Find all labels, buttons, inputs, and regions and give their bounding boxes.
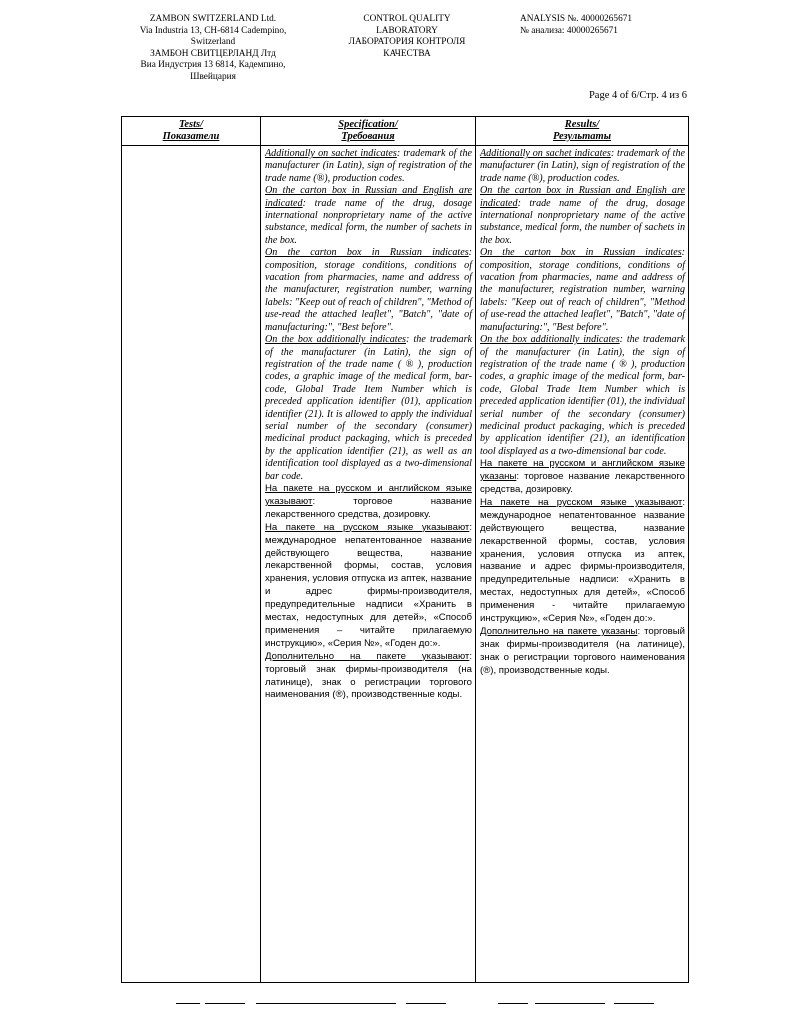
spec-heading: Additionally on sachet indicates	[265, 148, 397, 159]
spec-paragraph	[265, 651, 472, 703]
analysis-line: ANALYSIS №. 40000265671	[520, 14, 633, 24]
results-text: : trademark of the manufacturer (in Latin), sign of registration of the trade name (®), production codes.	[480, 148, 685, 184]
results-paragraph	[480, 148, 685, 185]
company-line: ZAMBON SWITZERLAND Ltd.	[149, 14, 277, 24]
lab-line: CONTROL QUALITY	[363, 14, 451, 24]
results-text: : trade name of the drug, dosage international nonproprietary name of the active substance, medical form, the number of sachets in the box.	[480, 197, 685, 246]
spec-paragraph	[265, 148, 472, 185]
results-table	[121, 116, 689, 983]
results-paragraph	[480, 497, 685, 626]
footer-signature-line	[406, 1003, 446, 1004]
footer-signature-line	[176, 1003, 200, 1004]
results-text: : composition, storage conditions, conditions of vacation from pharmacies, name and address of the manufacturer, registration number, warning labels: "Keep out of reach of children", "Method of use-read the attached leaflet", "Batch", "date of manufacturing:", "Best before".	[480, 247, 685, 333]
table-header-row	[122, 117, 689, 146]
company-line: Via Industria 13, CH-6814 Cadempino,	[139, 25, 287, 36]
company-address	[118, 14, 308, 83]
spec-cell	[261, 146, 476, 983]
lab-line: LABORATORY	[376, 25, 438, 36]
results-paragraph	[480, 334, 685, 458]
company-line: ЗАМБОН СВИТЦЕРЛАНД Лтд	[150, 48, 276, 59]
company-line: Швейцария	[190, 71, 236, 82]
spec-text: : торговый знак фирмы-производителя (на латинице), знак о регистрации торгового наименования (®), производственные коды.	[265, 650, 472, 701]
results-text: : торговый знак фирмы-производителя (на латинице), знак о регистрации торгового наименования (®), производственные коды.	[480, 625, 686, 676]
header-results-ru: Результаты	[552, 131, 612, 142]
spec-paragraph	[265, 483, 472, 522]
results-text: : международное непатентованное название действующего вещества, название лекарственной формы, состав, условия хранения, условия отпуска из аптек, название и адрес фирмы-производителя, предупредительные надписи: «Хранить в местах, недоступных для детей», «Способ применения - читайте прилагаемую инструкцию», «Серия №», «Годен до:».	[480, 496, 685, 625]
spec-heading: On the carton box in Russian indicates	[265, 247, 469, 259]
footer-signature-line	[535, 1003, 605, 1004]
analysis-line: № анализа: 40000265671	[520, 25, 618, 36]
spec-text: : торговое название лекарственного средства, дозировку.	[265, 495, 472, 520]
spec-text: : международное непатентованное название действующего вещества, название лекарственной формы, состав, условия хранения, условия отпуска из аптек, название и адрес фирмы-производителя, предупредительные надписи «Хранить в местах, недоступных для детей», «Способ применения – читайте прилагаемую инструкцию», «Серия №», «Годен до:».	[265, 521, 472, 649]
results-heading: On the carton box in Russian and English are indicated	[480, 185, 685, 209]
results-paragraph	[480, 458, 685, 497]
spec-heading: На пакете на русском языке указывают	[265, 521, 470, 533]
spec-text: : trademark of the manufacturer (in Latin), sign of registration of the trade name (®), production codes.	[265, 148, 472, 184]
spec-heading: On the box additionally indicates	[265, 334, 406, 346]
header-results-en: Results/	[564, 119, 600, 130]
spec-text: : the trademark of the manufacturer (in Latin), the sign of registration of the trade name ( ® ), production codes, a graphic image of the medical form, bar-code, Global Trade Item Number which is preceded application identifier (01), application identifier (21). It is allowed to apply the individual serial number of the secondary (consumer) medicinal product packaging, which is preceded by the application identifier (21), as well as an identification tool displayed as a two-dimensional bar code.	[265, 334, 473, 482]
footer-signature-line	[498, 1003, 528, 1004]
spec-text: : composition, storage conditions, conditions of vacation from pharmacies, name and address of the manufacturer, registration number, warning labels: "Keep out of reach of children", "Method of use-read the attached leaflet", "Batch", "date of manufacturing:", "Best before".	[265, 247, 472, 333]
results-paragraph	[480, 247, 685, 334]
results-paragraph	[480, 626, 685, 678]
footer-signature-line	[205, 1003, 245, 1004]
spec-paragraph	[265, 185, 472, 247]
results-heading: На пакете на русском языке указывают	[480, 496, 683, 508]
table-row	[122, 146, 689, 983]
page-number: Page 4 of 6/Стр. 4 из 6	[588, 90, 687, 101]
results-cell	[476, 146, 689, 983]
header-tests	[122, 117, 261, 146]
spec-heading: На пакете на русском и английском языке указывают	[265, 482, 472, 507]
footer-signature-line	[256, 1003, 396, 1004]
header-tests-en: Tests/	[178, 119, 204, 130]
analysis-number	[520, 14, 680, 37]
lab-line: ЛАБОРАТОРИЯ КОНТРОЛЯ	[348, 37, 466, 47]
spec-heading: On the carton box in Russian and English are indicated	[265, 185, 472, 209]
company-line: Switzerland	[190, 37, 236, 47]
results-heading: On the box additionally indicates	[480, 334, 620, 346]
header-tests-ru: Показатели	[162, 131, 220, 142]
spec-text: : trade name of the drug, dosage international nonproprietary name of the active substance, medical form, the number of sachets in the box.	[265, 197, 472, 246]
spec-heading: Дополнительно на пакете указывают	[265, 650, 470, 662]
footer-signature-line	[614, 1003, 654, 1004]
tests-cell	[122, 146, 261, 983]
spec-paragraph	[265, 247, 472, 334]
lab-title	[322, 14, 492, 60]
header-results	[476, 117, 689, 146]
lab-line: КАЧЕСТВА	[383, 48, 431, 59]
header-spec-en: Specification/	[338, 119, 398, 130]
results-paragraph	[480, 185, 685, 247]
company-line: Виа Индустрия 13 6814, Кадемпино,	[140, 60, 286, 70]
spec-paragraph	[265, 522, 472, 651]
results-heading: Additionally on sachet indicates	[480, 148, 611, 159]
results-heading: On the carton box in Russian indicates	[480, 247, 682, 259]
results-heading: Дополнительно на пакете указаны	[480, 625, 638, 637]
header-spec-ru: Требования	[341, 131, 395, 142]
results-text: : торговое название лекарственного средства, дозировку.	[480, 471, 685, 495]
results-text: : the trademark of the manufacturer (in Latin), the sign of registration of the trade name ( ® ), production codes, a graphic image of the medical form, bar-code, Global Trade Item Number which is preceded application identifier (01), the individual serial number of the secondary (consumer) medicinal product packaging, which is preceded by application identifier (21), an identification tool displayed as a two-dimensional bar code.	[480, 334, 685, 457]
spec-paragraph	[265, 334, 472, 483]
results-heading: На пакете на русском и английском языке указаны	[480, 458, 685, 483]
header-spec	[261, 117, 476, 146]
